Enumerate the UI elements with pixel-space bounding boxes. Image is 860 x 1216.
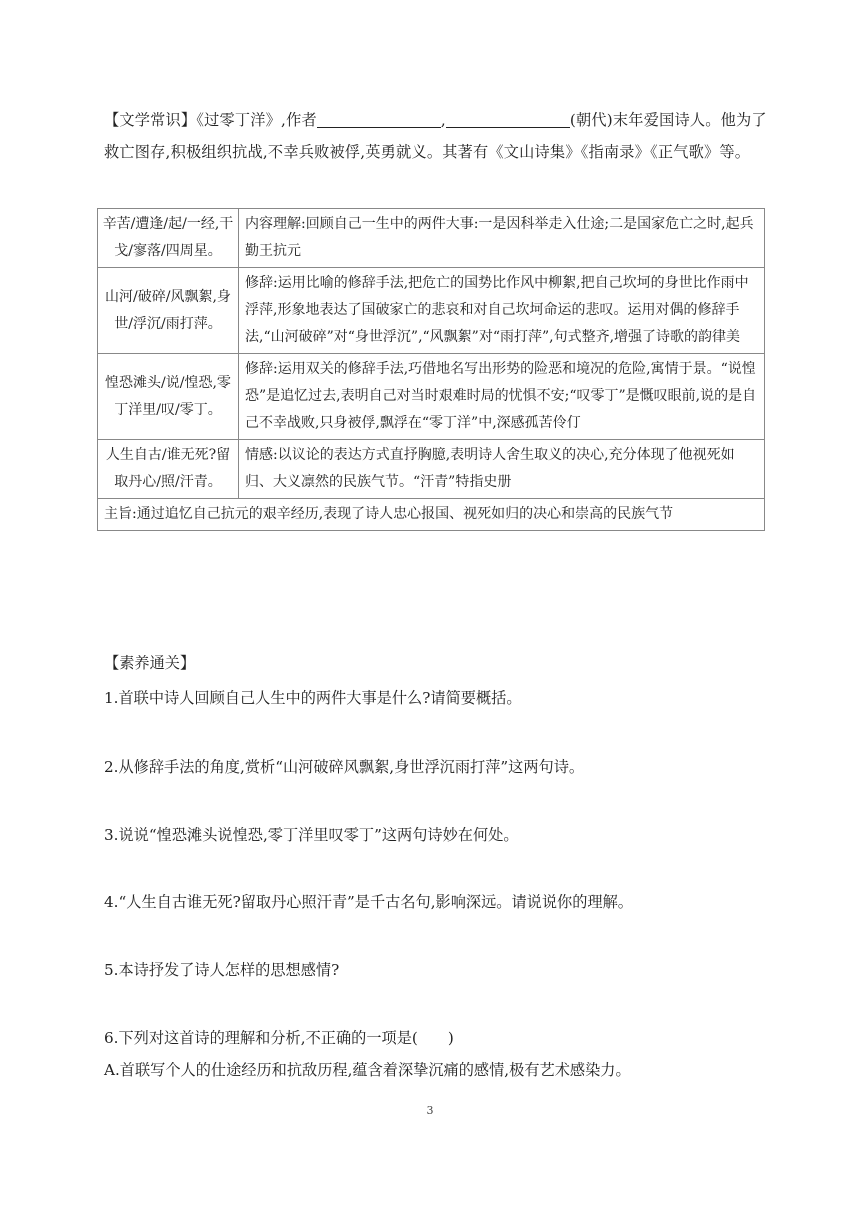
literature-knowledge-label: 【文学常识】 — [104, 111, 197, 129]
question-6-close: ) — [447, 1029, 454, 1047]
table-row — [98, 268, 765, 354]
intro-text-2: (朝代)末年爱国诗人。他为了救亡图存,积极组织抗战,不幸兵败被俘,英勇就义。其著有《文山诗集》《指南录》《正气歌》等。 — [104, 111, 767, 161]
question-4: 4.“人生自古谁无死?留取丹心照汗青”是千古名句,影响深远。请说说你的理解。 — [104, 893, 633, 911]
poem-analysis-table — [97, 208, 765, 531]
poem-note: 情感:以议论的表达方式直抒胸臆,表明诗人舍生取义的决心,充分体现了他视死如归、大义凛然的民族气节。“汗青”特指史册 — [239, 440, 765, 499]
page-number: 3 — [426, 1104, 434, 1117]
author-blank[interactable] — [317, 109, 441, 128]
poem-line: 辛苦/遭逢/起/一经,干戈/寥落/四周星。 — [98, 209, 239, 268]
poem-note: 内容理解:回顾自己一生中的两件大事:一是因科举走入仕途;二是国家危亡之时,起兵勤王抗元 — [239, 209, 765, 268]
theme-summary: 主旨:通过追忆自己抗元的艰辛经历,表现了诗人忠心报国、视死如归的决心和崇高的民族气节 — [98, 499, 765, 531]
poem-note: 修辞:运用双关的修辞手法,巧借地名写出形势的险恶和境况的危险,寓情于景。“说惶恐”是追忆过去,表明自己对当时艰难时局的忧惧不安;“叹零丁”是慨叹眼前,说的是自己不幸战败,只身被俘,飘浮在“零丁洋”中,深感孤苦伶仃 — [239, 354, 765, 440]
table-row — [98, 440, 765, 499]
question-3: 3.说说“惶恐滩头说惶恐,零丁洋里叹零丁”这两句诗妙在何处。 — [104, 826, 519, 844]
dynasty-blank[interactable] — [446, 109, 570, 128]
intro-separator: , — [440, 111, 446, 129]
literature-knowledge — [104, 104, 768, 168]
section-title: 【素养通关】 — [104, 654, 196, 672]
table-row — [98, 354, 765, 440]
poem-line: 惶恐滩头/说/惶恐,零丁洋里/叹/零丁。 — [98, 354, 239, 440]
question-1: 1.首联中诗人回顾自己人生中的两件大事是什么?请简要概括。 — [104, 689, 522, 707]
question-5: 5.本诗抒发了诗人怎样的思想感情? — [104, 961, 340, 979]
question-6 — [104, 1026, 768, 1050]
poem-line: 山河/破碎/风飘絮,身世/浮沉/雨打萍。 — [98, 268, 239, 354]
question-6-text: 6.下列对这首诗的理解和分析,不正确的一项是( — [104, 1029, 418, 1047]
table-row — [98, 209, 765, 268]
question-6-option-a: A.首联写个人的仕途经历和抗敌历程,蕴含着深挚沉痛的感情,极有艺术感染力。 — [104, 1061, 631, 1079]
intro-text-1: 《过零丁洋》,作者 — [196, 111, 317, 129]
question-2: 2.从修辞手法的角度,赏析“山河破碎风飘絮,身世浮沉雨打萍”这两句诗。 — [104, 758, 585, 776]
table-row — [98, 499, 765, 531]
poem-note: 修辞:运用比喻的修辞手法,把危亡的国势比作风中柳絮,把自己坎坷的身世比作雨中浮萍,形象地表达了国破家亡的悲哀和对自己坎坷命运的悲叹。运用对偶的修辞手法,“山河破碎”对“身世浮沉”,“风飘絮”对“雨打萍”,句式整齐,增强了诗歌的韵律美 — [239, 268, 765, 354]
poem-line: 人生自古/谁无死?留取丹心/照/汗青。 — [98, 440, 239, 499]
